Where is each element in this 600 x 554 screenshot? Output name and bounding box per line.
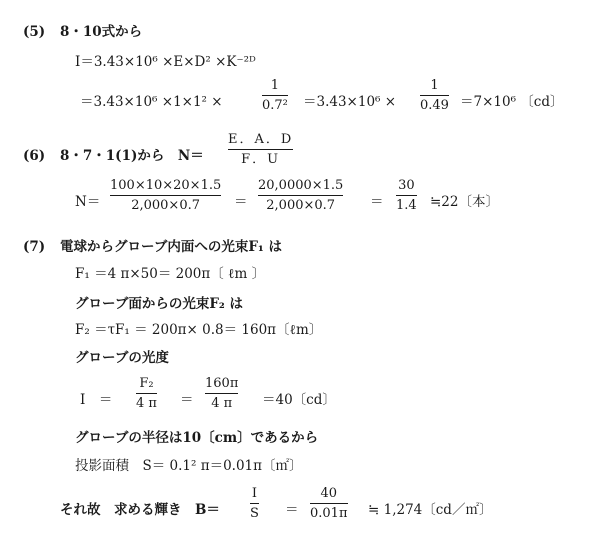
- section-5-formula: I＝3.43×10⁶ ×E×D² ×K⁻²ᴰ: [75, 54, 256, 70]
- section-5-heading: 8・10式から: [60, 24, 143, 40]
- section-6-equals-2: ＝: [370, 194, 384, 210]
- fraction-bar: [136, 393, 157, 394]
- section-7-b-equals: ＝: [285, 502, 299, 518]
- fraction-denominator: 2,000×0.7: [266, 198, 336, 213]
- fraction-numerator: 1: [270, 78, 280, 93]
- section-6-heading: 8・7・1(1)から N＝: [60, 148, 204, 164]
- fraction-bar: [262, 95, 288, 96]
- section-5-label: (5): [23, 24, 46, 40]
- section-7-intensity-heading: グローブの光度: [75, 350, 169, 366]
- section-7-fraction-b2: [310, 486, 348, 521]
- fraction-numerator: 160π: [205, 376, 239, 391]
- section-5-result: ＝7×10⁶ 〔cd〕: [460, 94, 564, 110]
- section-7-area: 投影面積 S＝ 0.1² π＝0.01π〔㎡〕: [75, 458, 303, 474]
- section-6-n-equals: N＝: [75, 194, 101, 210]
- fraction-bar: [258, 195, 343, 196]
- fraction-bar: [250, 503, 259, 504]
- section-7-fraction-i1: [136, 376, 157, 411]
- fraction-numerator: 30: [398, 178, 415, 193]
- fraction-bar: [310, 503, 348, 504]
- fraction-numerator: 1: [430, 78, 439, 93]
- section-6-fraction-2: [258, 178, 343, 213]
- section-7-flux-inner: F₁ ＝4 π×50＝ 200π〔 ℓm 〕: [75, 266, 266, 282]
- section-5-fraction-1: [262, 78, 288, 113]
- section-7-i-equals-2: ＝: [180, 392, 194, 408]
- fraction-denominator: 2,000×0.7: [131, 198, 201, 213]
- section-7-radius: グローブの半径は10〔cm〕であるから: [75, 430, 319, 446]
- section-6-label: (6): [23, 148, 46, 164]
- fraction-bar: [228, 149, 293, 150]
- fraction-numerator: 40: [320, 486, 338, 501]
- fraction-denominator: 0.01π: [310, 506, 348, 521]
- fraction-bar: [396, 195, 417, 196]
- fraction-bar: [420, 95, 449, 96]
- section-6-fraction-head: [228, 132, 293, 167]
- fraction-denominator: 0.49: [420, 98, 449, 113]
- section-6-result: ≒22〔本〕: [430, 194, 499, 210]
- section-6-fraction-3: [396, 178, 417, 213]
- section-7-flux-globe-heading: グローブ面からの光束F₂ は: [75, 296, 244, 312]
- fraction-denominator: 0.7²: [262, 98, 288, 113]
- section-7-fraction-i2: [205, 376, 238, 411]
- fraction-denominator: 4 π: [211, 396, 233, 411]
- fraction-numerator: F₂: [139, 376, 154, 391]
- fraction-denominator: 4 π: [136, 396, 157, 411]
- section-6-fraction-1: [110, 178, 221, 213]
- fraction-denominator: F．U: [241, 152, 281, 167]
- section-7-i-equals: I ＝: [80, 392, 113, 408]
- fraction-numerator: E．A．D: [228, 132, 294, 147]
- section-7-luminance-label: それ故 求める輝き B＝: [60, 502, 220, 518]
- fraction-denominator: 1.4: [396, 198, 417, 213]
- section-7-b-result: ≒ 1,274〔cd／㎡〕: [368, 502, 493, 518]
- fraction-bar: [110, 195, 221, 196]
- fraction-numerator: 100×10×20×1.5: [110, 178, 222, 193]
- section-7-fraction-b1: [250, 486, 259, 521]
- section-7-label: (7): [23, 239, 46, 255]
- fraction-denominator: S: [250, 506, 259, 521]
- fraction-bar: [205, 393, 238, 394]
- section-7-i-result: ＝40〔cd〕: [262, 392, 336, 408]
- fraction-numerator: I: [251, 486, 258, 501]
- section-5-calc-b: ＝3.43×10⁶ ×: [303, 94, 397, 110]
- section-7-flux-globe: F₂ ＝τF₁ ＝ 200π× 0.8＝ 160π〔ℓm〕: [75, 322, 323, 338]
- fraction-numerator: 20,0000×1.5: [258, 178, 344, 193]
- section-5-fraction-2: [420, 78, 449, 113]
- section-7-heading: 電球からグローブ内面への光束F₁ は: [60, 239, 283, 255]
- section-6-equals-1: ＝: [234, 194, 248, 210]
- section-5-calc-a: ＝3.43×10⁶ ×1×1² ×: [80, 94, 223, 110]
